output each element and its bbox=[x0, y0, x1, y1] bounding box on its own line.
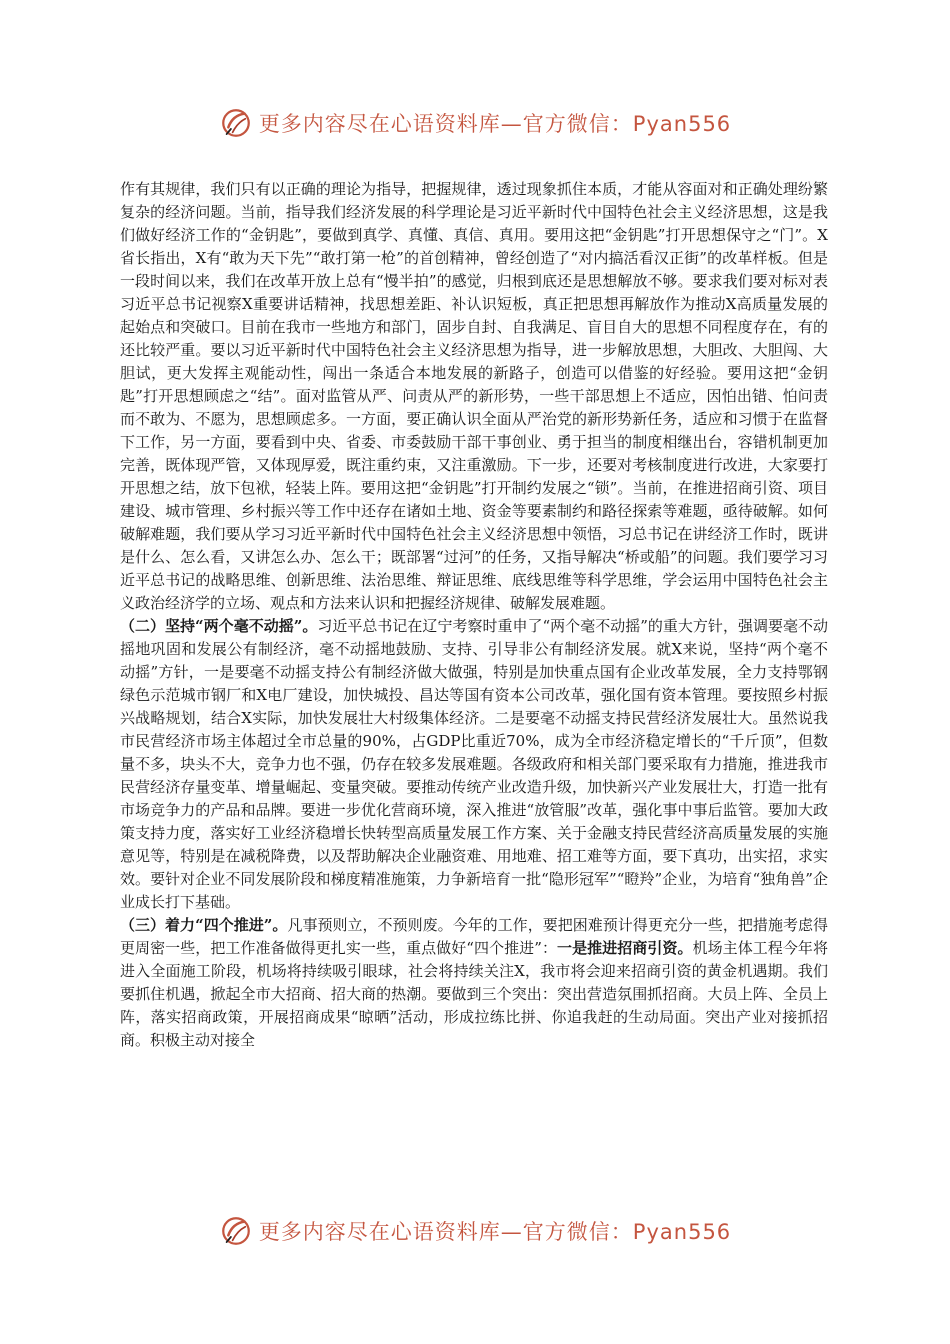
header-watermark bbox=[0, 103, 950, 143]
paragraph-3-text-b: 机场主体工程今年将进入全面施工阶段，机场将持续吸引眼球，社会将持续关注X，我市将会迎来招商引资的黄金机遇期。我们要抓住机遇，掀起全市大招商、招大商的热潮。要做到三个突出：突出营造氛围抓招商。大员上阵、全员上阵，落实招商政策，开展招商成果“晾晒”活动，形成拉练比拼、你追我赶的生动局面。突出产业对接抓招商。积极主动对接全 bbox=[120, 939, 828, 1049]
paragraph-2-heading: （二）坚持“两个毫不动摇”。 bbox=[120, 617, 318, 635]
paragraph-3 bbox=[120, 914, 828, 1052]
paragraph-3-text-a: 凡事预则立，不预则废。今年的工作，要把困难预计得更充分一些，把措施考虑得更周密一些，把工作准备做得更扎实一些，重点做好“四个推进”： bbox=[120, 916, 828, 957]
footer-watermark-text: 更多内容尽在心语资料库—官方微信：Pyan556 bbox=[258, 1220, 732, 1244]
brush-logo-icon bbox=[219, 1214, 253, 1248]
paragraph-3-subheading: 一是推进招商引资。 bbox=[557, 939, 693, 957]
footer-watermark bbox=[0, 1211, 950, 1251]
paragraph-1: 作有其规律，我们只有以正确的理论为指导，把握规律，透过现象抓住本质，才能从容面对和正确处理纷繁复杂的经济问题。当前，指导我们经济发展的科学理论是习近平新时代中国特色社会主义经济思想，这是我们做好经济工作的“金钥匙”，要做到真学、真懂、真信、真用。要用这把“金钥匙”打开思想保守之“门”。X省长指出，X有“敢为天下先”“敢打第一枪”的首创精神，曾经创造了“对内搞活看汉正街”的改革样板。但是一段时间以来，我们在改革开放上总有“慢半拍”的感觉，归根到底还是思想解放不够。要求我们要对标对表习近平总书记视察X重要讲话精神，找思想差距、补认识短板，真正把思想再解放作为推动X高质量发展的起始点和突破口。目前在我市一些地方和部门，固步自封、自我满足、盲目自大的思想不同程度存在，有的还比较严重。要以习近平新时代中国特色社会主义经济思想为指导，进一步解放思想，大胆改、大胆闯、大胆试，更大发挥主观能动性，闯出一条适合本地发展的新路子，创造可以借鉴的好经验。要用这把“金钥匙”打开思想顾虑之“结”。面对监管从严、问责从严的新形势，一些干部思想上不适应，因怕出错、怕问责而不敢为、不愿为，思想顾虑多。一方面，要正确认识全面从严治党的新形势新任务，适应和习惯于在监督下工作，另一方面，要看到中央、省委、市委鼓励干部干事创业、勇于担当的制度相继出台，容错机制更加完善，既体现严管，又体现厚爱，既注重约束，又注重激励。下一步，还要对考核制度进行改进，大家要打开思想之结，放下包袱，轻装上阵。要用这把“金钥匙”打开制约发展之“锁”。当前，在推进招商引资、项目建设、城市管理、乡村振兴等工作中还存在诸如土地、资金等要素制约和路径探索等难题，亟待破解。如何破解难题，我们要从学习习近平新时代中国特色社会主义经济思想中领悟，习总书记在讲经济工作时，既讲是什么、怎么看，又讲怎么办、怎么干；既部署“过河”的任务，又指导解决“桥或船”的问题。我们要学习习近平总书记的战略思维、创新思维、法治思维、辩证思维、底线思维等科学思维，学会运用中国特色社会主义政治经济学的立场、观点和方法来认识和把握经济规律、破解发展难题。 bbox=[120, 180, 828, 612]
paragraph-2-text: 习近平总书记在辽宁考察时重申了“两个毫不动摇”的重大方针，强调要毫不动摇地巩固和发展公有制经济，毫不动摇地鼓励、支持、引导非公有制经济发展。就X来说，坚持“两个毫不动摇”方针，一是要毫不动摇支持公有制经济做大做强，特别是加快重点国有企业改革发展，全力支持鄂钢绿色示范城市钢厂和X电厂建设，加快城投、昌达等国有资本公司改革，强化国有资本管理。要按照乡村振兴战略规划，结合X实际，加快发展壮大村级集体经济。二是要毫不动摇支持民营经济发展壮大。虽然说我市民营经济市场主体超过全市总量的90%，占GDP比重近70%，成为全市经济稳定增长的“千斤顶”，但数量不多，块头不大，竞争力也不强，仍存在较多发展难题。各级政府和相关部门要采取有力措施，推进我市民营经济存量变革、增量崛起、变量突破。要推动传统产业改造升级，加快新兴产业发展壮大，打造一批有市场竞争力的产品和品牌。要进一步优化营商环境，深入推进“放管服”改革，强化事中事后监管。要加大政策支持力度，落实好工业经济稳增长快转型高质量发展工作方案、关于金融支持民营经济高质量发展的实施意见等，特别是在减税降费，以及帮助解决企业融资难、用地难、招工难等方面，要下真功，出实招，求实效。要针对企业不同发展阶段和梯度精准施策，力争新培育一批“隐形冠军”“瞪羚”企业，为培育“独角兽”企业成长打下基础。 bbox=[120, 617, 828, 911]
document-body bbox=[120, 178, 828, 1052]
paragraph-2 bbox=[120, 615, 828, 914]
paragraph-3-heading: （三）着力“四个推进”。 bbox=[120, 916, 288, 934]
brush-logo-icon bbox=[219, 106, 253, 140]
header-watermark-text: 更多内容尽在心语资料库—官方微信：Pyan556 bbox=[258, 112, 732, 136]
